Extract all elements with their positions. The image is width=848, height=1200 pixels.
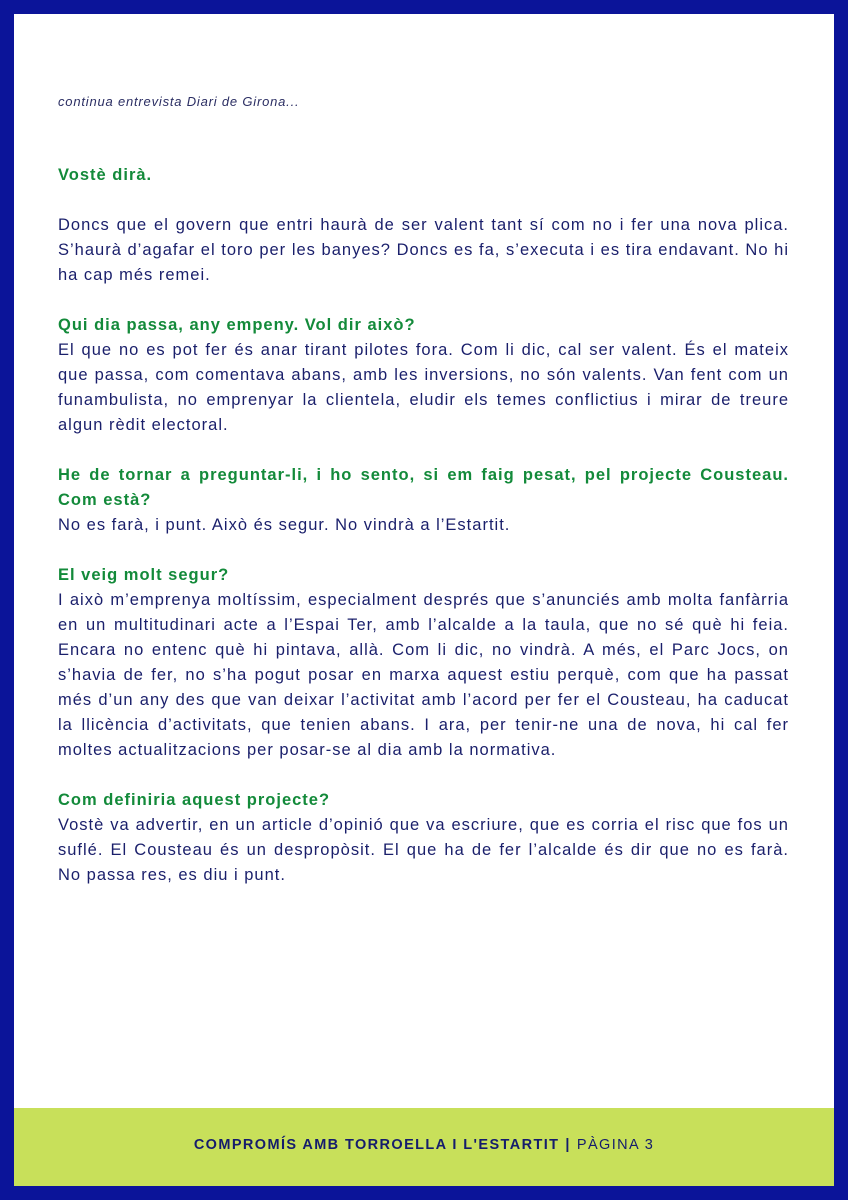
footer-band [14,1108,834,1186]
answer-4: I això m’emprenya moltíssim, especialment després que s’anunciés amb molta fanfàrria en un multitudinari acte a l’Espai Ter, amb l’alcalde a la taula, que no sé què hi feia. Encara no entenc què hi pintava, allà. Com li dic, no vindrà. A més, el Parc Jocs, on s’havia de fer, no s’ha pogut posar en marxa aquest estiu perquè, com que ha passat més d’un any des que van deixar l’activitat amb l’acord per fer el Cousteau, ha caducat la llicència d’activitats, que tenien abans. I ara, per tenir-ne una de nova, hi cal fer moltes actualitzacions per posar-se al dia amb la normativa. [58,591,789,759]
interview-body [58,163,789,888]
question-2: Qui dia passa, any empeny. Vol dir això? [58,316,416,334]
question-5: Com definiria aquest projecte? [58,791,331,809]
qa-block-5 [58,788,789,888]
answer-5: Vostè va advertir, en un article d’opinió que va escriure, que es corria el risc que fos un suflé. El Cousteau és un despropòsit. El que ha de fer l’alcalde és dir que no es farà. No passa res, es diu i punt. [58,816,789,884]
footer-organization: COMPROMÍS AMB TORROELLA I L'ESTARTIT [193,1137,560,1153]
footer-page-label: PÀGINA 3 [576,1137,655,1153]
answer-1: Doncs que el govern que entri haurà de ser valent tant sí com no i fer una nova plica. S’haurà d’agafar el toro per les banyes? Doncs es fa, s’executa i es tira endavant. No hi ha cap més remei. [58,216,789,284]
qa-block-1 [58,163,789,188]
qa-block-2 [58,313,789,438]
header-subtitle: continua entrevista Diari de Girona... [58,94,300,109]
qa-block-4 [58,563,789,763]
answer-3: No es farà, i punt. Això és segur. No vindrà a l’Estartit. [58,516,511,534]
question-3: He de tornar a preguntar-li, i ho sento, si em faig pesat, pel projecte Cousteau. Com està? [58,466,789,509]
qa-block-3 [58,463,789,538]
question-1: Vostè dirà. [58,166,153,184]
question-4: El veig molt segur? [58,566,230,584]
answer-2: El que no es pot fer és anar tirant pilotes fora. Com li dic, cal ser valent. És el mateix que passa, com comentava abans, amb les inversions, no són valents. Van fent com un funambulista, no emprenyar la clientela, eludir els temes conflictius i mirar de treure algun rèdit electoral. [58,341,789,434]
footer-separator: | [565,1137,571,1153]
